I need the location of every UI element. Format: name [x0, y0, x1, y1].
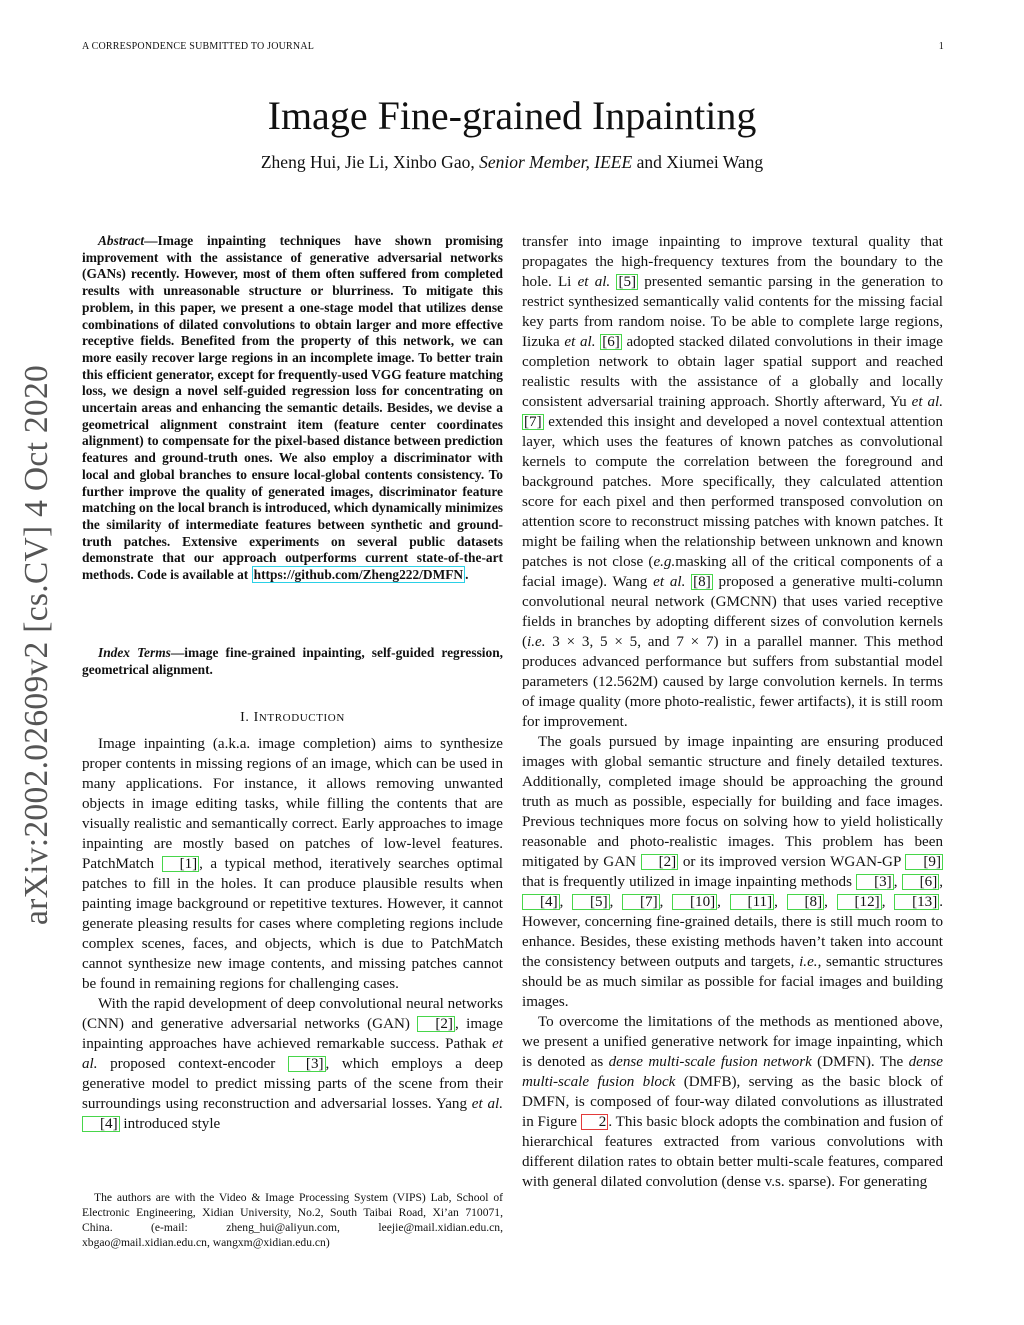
intro-paragraph-3 [522, 232, 943, 732]
text-run: that is frequently utilized in image inpainting methods [522, 874, 857, 890]
citation-link[interactable]: [11] [730, 894, 775, 910]
citation-link[interactable]: [6] [902, 874, 940, 890]
author-names: Zheng Hui, Jie Li, Xinbo Gao, [260, 152, 475, 172]
text-run: et al. [577, 274, 611, 290]
abstract-end: . [465, 567, 469, 583]
intro-paragraph-4 [522, 732, 943, 1012]
citation-link[interactable]: [6] [602, 334, 620, 350]
text-run: introduced style [119, 1116, 221, 1132]
arxiv-stamp: arXiv:2002.02609v2 [cs.CV] 4 Oct 2020 [18, 364, 55, 925]
text-run: et al. [471, 1096, 503, 1112]
intro-paragraph-1 [82, 734, 503, 994]
text-run: With the rapid development of deep convolutional neural networks (CNN) and generative adversarial networks (GAN) [82, 996, 503, 1032]
running-head [82, 41, 944, 55]
citation-link[interactable]: [10] [672, 894, 717, 910]
index-terms-label: Index Terms [98, 645, 171, 660]
text-run: et al. [564, 334, 596, 350]
citation-link[interactable]: [7] [622, 894, 660, 910]
text-run: , [824, 894, 837, 910]
index-terms-text: —image fine-grained inpainting, self-guided regression, geometrical alignment. [82, 645, 503, 677]
text-run: , a typical method, iteratively searches optimal patches to fill in the holes. It can produce plausible results when painting image background or repetitive textures. However, it cannot generate pleasing results for cases where completing regions include complex scenes, faces, and objects, which is due to PatchMatch cannot synthesize new image contents, and missing patches cannot be found in remaining regions for challenging cases. [82, 856, 503, 992]
text-run: To overcome the limitations of the methods as mentioned above, we present a unified generative network for image inpainting, which is denoted as [522, 1014, 943, 1070]
text-run: e.g. [653, 554, 676, 570]
text-run: et al. [82, 1036, 503, 1072]
section-rest: NTRODUCTION [258, 712, 345, 724]
abstract-paragraph [82, 233, 503, 584]
text-run: , [939, 874, 944, 890]
text-run: or its improved version WGAN-GP [678, 854, 906, 870]
citation-link[interactable]: [12] [837, 894, 882, 910]
text-run: 3 × 3, 5 × 5, and 7 × 7) in a parallel manner. This method produces advanced performance but suffers from substantial model parameters (12.562M) caused by large convolution kernels. In terms of image quality (more photo-realistic, fewer artifacts), it is still room for improvement. [522, 634, 943, 730]
text-run: , [609, 894, 622, 910]
footnote-text: The authors are with the Video & Image Processing System (VIPS) Lab, School of Electronic Engineering, Xidian University, No.2, South Taibai Road, Xi’an 710071, China. (e-mail: zheng_hui@aliyun.com, leejie@mail.xidian.edu.cn, xbgao@mail.xidian.edu.cn, wangxm@xidian.edu.cn) [82, 1191, 503, 1249]
citation-link[interactable]: [2] [417, 1016, 455, 1032]
text-run: , [659, 894, 672, 910]
text-run: i.e. [799, 954, 818, 970]
text-run: , [559, 894, 572, 910]
text-run: proposed context-encoder [97, 1056, 288, 1072]
citation-link[interactable]: [13] [894, 894, 939, 910]
intro-right-column [522, 232, 943, 1192]
text-run: , [893, 874, 902, 890]
code-link[interactable]: https://github.com/Zheng222/DMFN [253, 567, 464, 583]
abstract [82, 233, 503, 584]
text-run: presented semantic parsing in the generation to restrict synthesized semantically valid contents for the missing facial key parts from random noise. To be able to complete large regions, Iizuka [522, 274, 944, 350]
text-run: extended this insight and developed a novel contextual attention layer, which uses the features of known patches as convolutional kernels to compute the correlation between the foreground and background patches. More specifically, they calculated attention score for each pixel and then performed transposed convolution on attention score to reconstruct missing patches with known patches. It might be failing when the relationship between unknown and known patches is not close ( [522, 414, 943, 570]
author-footnote [82, 1190, 503, 1250]
running-title: A CORRESPONDENCE SUBMITTED TO JOURNAL [82, 41, 315, 52]
text-run: i.e. [527, 634, 546, 650]
text-run: (DMFB), serving as the basic block of DMFN, is composed of four-way dilated convolutions as illustrated in Figure [522, 1074, 943, 1130]
text-run: (DMFN). The [811, 1054, 909, 1070]
abstract-label: Abstract [98, 233, 145, 248]
abstract-text: —Image inpainting techniques have shown promising improvement with the assistance of generative adversarial networks (GANs) recently. However, most of them often suffered from completed results with unreasonable structure or blurriness. To mitigate this problem, in this paper, we present a one-stage model that utilizes dense combinations of dilated convolutions to obtain larger and more effective receptive fields. Benefited from the property of this network, we can more easily recover large regions in an incomplete image. To better train this efficient generator, except for frequently-used VGG feature matching loss, we design a novel self-guided regression loss for concentrating on uncertain areas and enhancing the semantic details. Besides, we devise a geometrical alignment constraint item (feature center coordinates alignment) to compensate for the pixel-based distance between prediction features and ground-truth ones. We also employ a discriminator with local and global branches to ensure local-global contents consistency. To further improve the quality of generated images, discriminator feature matching on the local branch is introduced, which dynamically minimizes the similarity of intermediate features between synthetic and ground-truth patches. Extensive experiments on several public datasets demonstrate that our approach outperforms current state-of-the-art methods. Code is available at [82, 233, 503, 583]
citation-link[interactable]: [4] [82, 1116, 120, 1132]
paper-title: Image Fine-grained Inpainting [267, 93, 757, 138]
author-last: and Xiumei Wang [636, 152, 764, 172]
section-numeral: I. [240, 710, 254, 725]
citation-link[interactable]: [1] [162, 856, 200, 872]
index-terms [82, 645, 503, 678]
author-line [0, 151, 1024, 173]
intro-left-column [82, 734, 503, 1134]
text-run: , semantic structures should be as much similar as possible for facial images and building images. [522, 954, 943, 1010]
text-run: , [717, 894, 730, 910]
index-terms-paragraph [82, 645, 503, 678]
figure-link[interactable]: 2 [581, 1114, 609, 1130]
intro-paragraph-5 [522, 1012, 943, 1192]
intro-paragraph-2 [82, 994, 503, 1134]
citation-link[interactable]: [5] [572, 894, 610, 910]
text-run: adopted stacked dilated convolutions in their image completion network to obtain lager spatial support and reached realistic results with the assistance of a globally and locally consistent adversarial training approach. Shortly afterward, Yu [522, 334, 943, 410]
section-first-letter: I [253, 710, 259, 725]
text-run: dense multi-scale fusion block [522, 1054, 943, 1090]
citation-link[interactable]: [2] [641, 854, 679, 870]
page-number: 1 [938, 41, 944, 52]
citation-link[interactable]: [9] [905, 854, 943, 870]
text-run: , [774, 894, 787, 910]
section-heading-introduction [82, 708, 503, 728]
citation-link[interactable]: [5] [618, 274, 637, 290]
text-run: transfer into image inpainting to improve textural quality that propagates the high-frequency textures from the boundary to the hole. Li [522, 234, 943, 290]
citation-link[interactable]: [3] [856, 874, 894, 890]
text-run: , which employs a deep generative model to predict missing parts of the scene from their surroundings using reconstruction and adversarial losses. Yang [82, 1056, 503, 1112]
citation-link[interactable]: [3] [288, 1056, 326, 1072]
text-run: et al. [911, 394, 943, 410]
text-run: , [881, 894, 895, 910]
text-run: . However, concerning fine-grained details, there is still much room to enhance. Besides, these existing methods haven’t taken into account the consistency between outputs and targets, [522, 894, 944, 970]
citation-link[interactable]: [7] [524, 414, 542, 430]
citation-link[interactable]: [8] [693, 574, 711, 590]
text-run: . This basic block adopts the combination and fusion of hierarchical features extracted from various convolutions with different dilation rates to obtain better multi-scale features, compared with general dilated convolution (dense v.s. sparse). For generating [522, 1114, 943, 1190]
author-role: Senior Member, IEEE [479, 152, 633, 172]
text-run: proposed a generative multi-column convolutional neural network (GMCNN) that uses varied receptive fields in branches by adopting different sizes of convolution kernels ( [522, 574, 943, 650]
text-run: et al. [653, 574, 686, 590]
citation-link[interactable]: [8] [787, 894, 825, 910]
text-run: Image inpainting (a.k.a. image completion) aims to synthesize proper contents in missing regions of an image, which can be used in many applications. For instance, it allows removing unwanted objects in image editing tasks, while filling the contents that are visually realistic and semantically correct. Early approaches to image inpainting are mostly based on patches of low-level features. PatchMatch [82, 736, 503, 872]
citation-link[interactable]: [4] [522, 894, 560, 910]
text-run: dense multi-scale fusion network [608, 1054, 812, 1070]
text-run: , image inpainting approaches have achieved remarkable success. Pathak [82, 1016, 504, 1052]
text-run: masking all of the critical components of a facial image). Wang [522, 554, 943, 590]
text-run: The goals pursued by image inpainting are ensuring produced images with global semantic structure and finely detailed textures. Additionally, completed image should be approaching the ground truth as much as possible, especially for building and face images. Previous techniques more focus on solving how to yield holistically reasonable and photo-realistic images. This problem has been mitigated by GAN [522, 734, 943, 870]
